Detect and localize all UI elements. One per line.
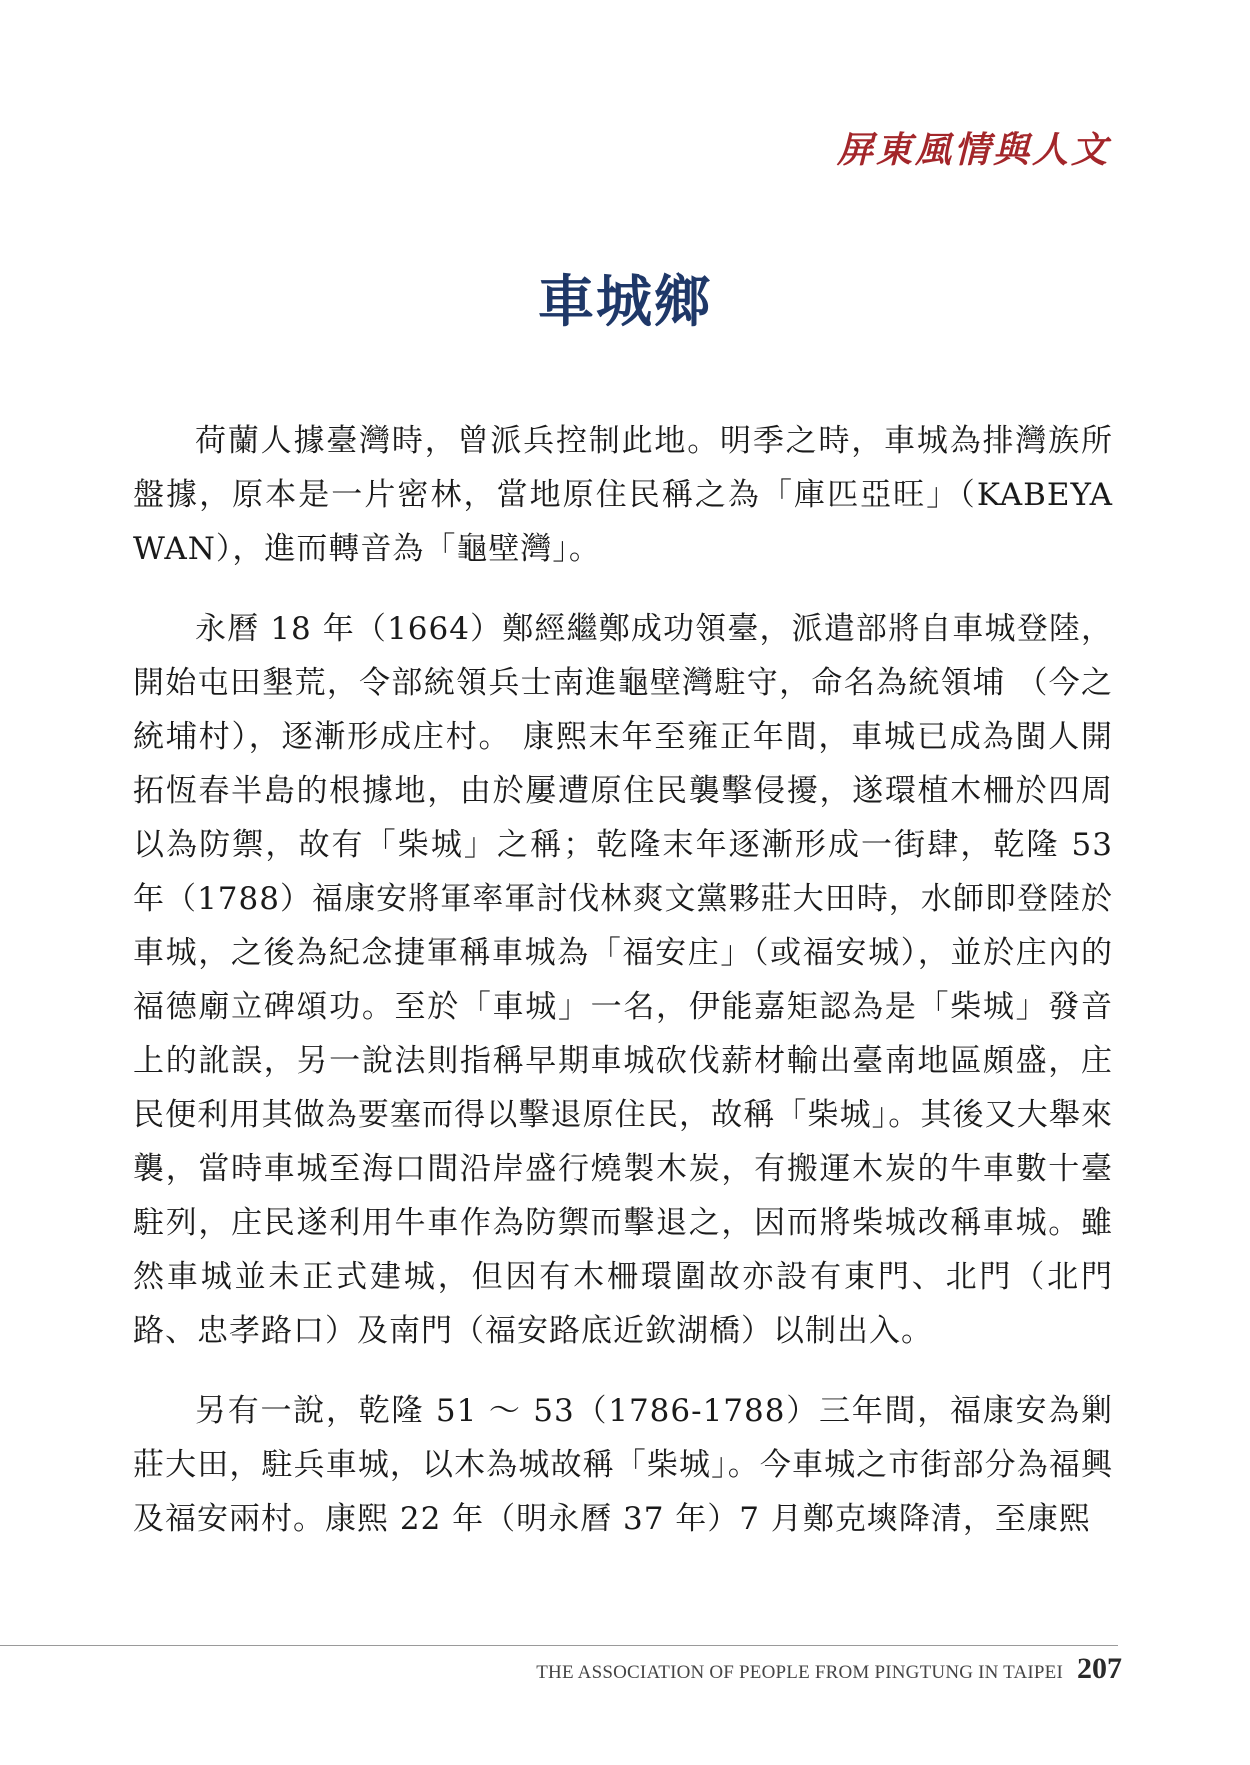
- paragraph-3: 另有一說，乾隆 51 ～ 53（1786-1788）三年間，福康安為剿莊大田，駐兵車城，以木為城故稱「柴城」。今車城之市街部分為福興及福安兩村。康熙 22 年（明永曆 37 年）7 月鄭克塽降清，至康熙: [133, 1393, 1113, 1537]
- footer-divider: [0, 1645, 1118, 1646]
- page-title: 車城鄉: [538, 269, 712, 335]
- paragraph-2: 永曆 18 年（1664）鄭經繼鄭成功領臺，派遣部將自車城登陸，開始屯田墾荒，令部統領兵士南進龜壁灣駐守，命名為統領埔 （今之統埔村），逐漸形成庄村。 康熙末年至雍正年間，車城已成為閩人開拓恆春半島的根據地，由於屢遭原住民襲擊侵擾，遂環植木柵於四周以為防禦，故有「柴城」之稱；乾隆末年逐漸形成一街肆，乾隆 53 年（1788）福康安將軍率軍討伐林爽文黨夥莊大田時，水師即登陸於車城，之後為紀念捷軍稱車城為「福安庄」（或福安城），並於庄內的福德廟立碑頌功。至於「車城」一名，伊能嘉矩認為是「柴城」發音上的訛誤，另一說法則指稱早期車城砍伐薪材輸出臺南地區頗盛，庄民便利用其做為要塞而得以擊退原住民，故稱「柴城」。其後又大舉來襲，當時車城至海口間沿岸盛行燒製木炭，有搬運木炭的牛車數十臺駐列，庄民遂利用牛車作為防禦而擊退之，因而將柴城改稱車城。雖然車城並未正式建城，但因有木柵環圍故亦設有東門、北門（北門路、忠孝路口）及南門（福安路底近欽湖橋）以制出入。: [133, 611, 1113, 1349]
- page-number: 207: [1077, 1652, 1122, 1685]
- page-footer: [536, 1652, 1122, 1686]
- footer-publisher: THE ASSOCIATION OF PEOPLE FROM PINGTUNG IN TAIPEI: [536, 1662, 1063, 1683]
- running-header-title: 屏東風情與人文: [836, 129, 1110, 171]
- paragraph-1: 荷蘭人據臺灣時，曾派兵控制此地。明季之時，車城為排灣族所盤據，原本是一片密林，當地原住民稱之為「庫匹亞旺」（KABEYAWAN），進而轉音為「龜壁灣」。: [133, 423, 1113, 567]
- article-body: [133, 414, 1113, 1572]
